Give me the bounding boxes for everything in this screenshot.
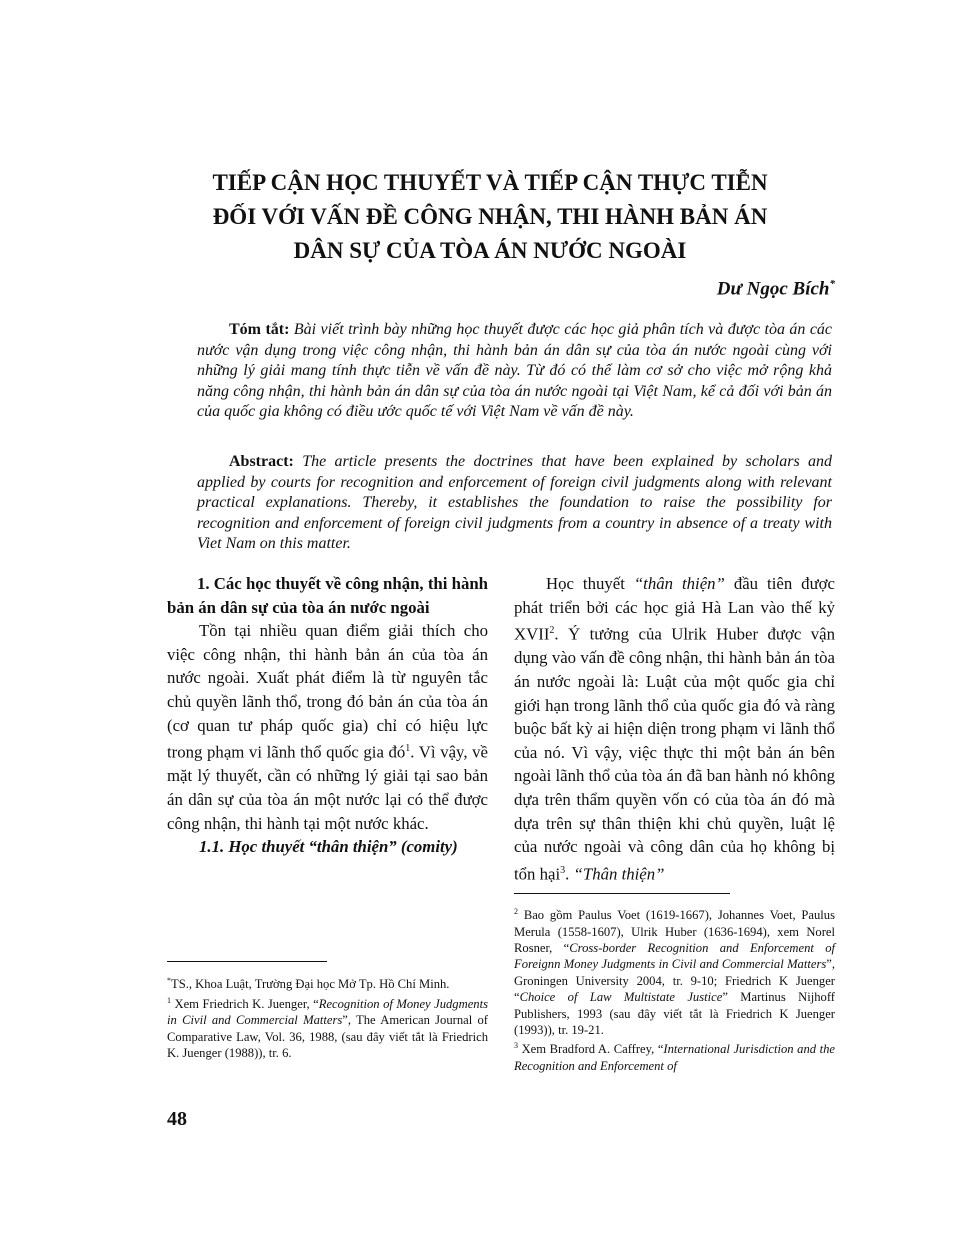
author-name: Dư Ngọc Bích* (716, 278, 835, 300)
footnote-author: *TS., Khoa Luật, Trường Đại học Mở Tp. Hồ Chí Minh. (167, 976, 450, 992)
title-line-3: DÂN SỰ CỦA TÒA ÁN NƯỚC NGOÀI (293, 238, 687, 263)
footnote-1: $^1$ Xem Friedrich K. Juenger, “Recognition of Money Judgments in Civil and Commercial Matters”, The American Journal of Comparative Law, Vol. 36, 1988, (sau đây viết tắt là Friedrich K. Juenger (1988)), tr. 6. (167, 995, 488, 1060)
section-heading-1: 1. Các học thuyết về công nhận, thi hành bản án dân sự của tòa án nước ngoài (167, 574, 488, 617)
footnote-ref-3: 3 (560, 864, 566, 876)
abstract-label: Abstract: (229, 453, 294, 470)
summary-english (197, 452, 832, 555)
subsection-heading-1-1: 1.1. Học thuyết “thân thiện” (comity) (199, 837, 458, 857)
footnote-divider-right (514, 893, 730, 894)
left-column (167, 572, 488, 859)
footnote-divider-left (167, 961, 327, 962)
author-footnote-mark: * (829, 278, 835, 290)
footnote-2: $^2$ Bao gồm Paulus Voet (1619-1667), Johannes Voet, Paulus Merula (1558-1607), Ulrik Huber (1636-1694), xem Norel Rosner, “Cross-border Recognition and Enforcement of Foreignn Money Judgments in Civil and Commercial Matters”, Groningen University 2004, tr. 9-10; Friedrich K Juenger “Choice of Law Multistate Justice” Martinus Nijhoff Publishers, 1993 (sau đây viết tắt là Friedrich K Juenger (1993)), tr. 19-21. (514, 907, 836, 1038)
article-title (160, 166, 820, 268)
summary-vi-label: Tóm tắt: (229, 321, 290, 338)
title-line-1: TIẾP CẬN HỌC THUYẾT VÀ TIẾP CẬN THỰC TIỄN (212, 170, 768, 195)
footnote-3: $^3$ Xem Bradford A. Caffrey, “International Jurisdiction and the Recognition and Enforcement of (514, 1041, 835, 1074)
summary-vietnamese (197, 320, 832, 423)
right-column (514, 572, 835, 886)
abstract-text: The article presents the doctrines that have been explained by scholars and applied by courts for recognition and enforcement of foreign civil judgments along with relevant practical explanations. Thereby, it establishes the foundation to raise the possibility for recognition and enforcement of foreign civil judgments from a country in absence of a treaty with Viet Nam on this matter. (197, 453, 832, 553)
footnotes-left (167, 973, 488, 1061)
page-number: 48 (167, 1108, 187, 1130)
footnote-ref-2: 2 (549, 625, 555, 637)
footnote-ref-1: 1 (405, 743, 411, 755)
left-paragraph: Tồn tại nhiều quan điểm giải thích cho việc công nhận, thi hành bản án của tòa án nước ngoài. Xuất phát điểm là từ nguyên tắc chủ quyền lãnh thổ, trong đó bản án của tòa án (cơ quan tư pháp quốc gia) chỉ có hiệu lực trong phạm vi lãnh thổ quốc gia $đó^1$. Vì vậy, về mặt lý thuyết, cần có những lý giải tại sao bản án dân sự của tòa án một nước lại có thể được công nhận, thi hành tại một nước khác. (167, 621, 488, 833)
footnotes-right (514, 904, 835, 1074)
summary-vi-text: Bài viết trình bày những học thuyết được các học giả phân tích và được tòa án các nước vận dụng trong việc công nhận, thi hành bản án dân sự của tòa án nước ngoài cùng với những lý giải mang tính thực tiễn về vấn đề này. Từ đó có thể làm cơ sở cho việc mở rộng khả năng công nhận, thi hành bản án dân sự của tòa án nước ngoài tại Việt Nam, kể cả đối với bản án của quốc gia không có điều ước quốc tế với Việt Nam về vấn đề này. (197, 321, 833, 421)
title-line-2: ĐỐI VỚI VẤN ĐỀ CÔNG NHẬN, THI HÀNH BẢN ÁN (212, 204, 768, 229)
right-paragraph: Học thuyết “thân thiện” đầu tiên được phát triển bởi các học giả Hà Lan vào thế kỷ XVII$^2$. Ý tưởng của Ulrik Huber được vận dụng vào vấn đề công nhận, thi hành bản án tòa án nước ngoài là: Luật của một quốc gia chỉ giới hạn trong lãnh thổ của quốc gia đó và ràng buộc bất kỳ ai hiện diện trong phạm vi lãnh thổ của nó. Vì vậy, việc thực thi một bản án bên ngoài lãnh thổ của tòa án đã ban hành nó không dựa trên thẩm quyền vốn có của tòa án đó mà dựa trên sự thân thiện khi chủ quyền, luật lệ của nước ngoài và công dân của họ không bị tổn hại$^3$. “Thân thiện” (514, 574, 835, 884)
